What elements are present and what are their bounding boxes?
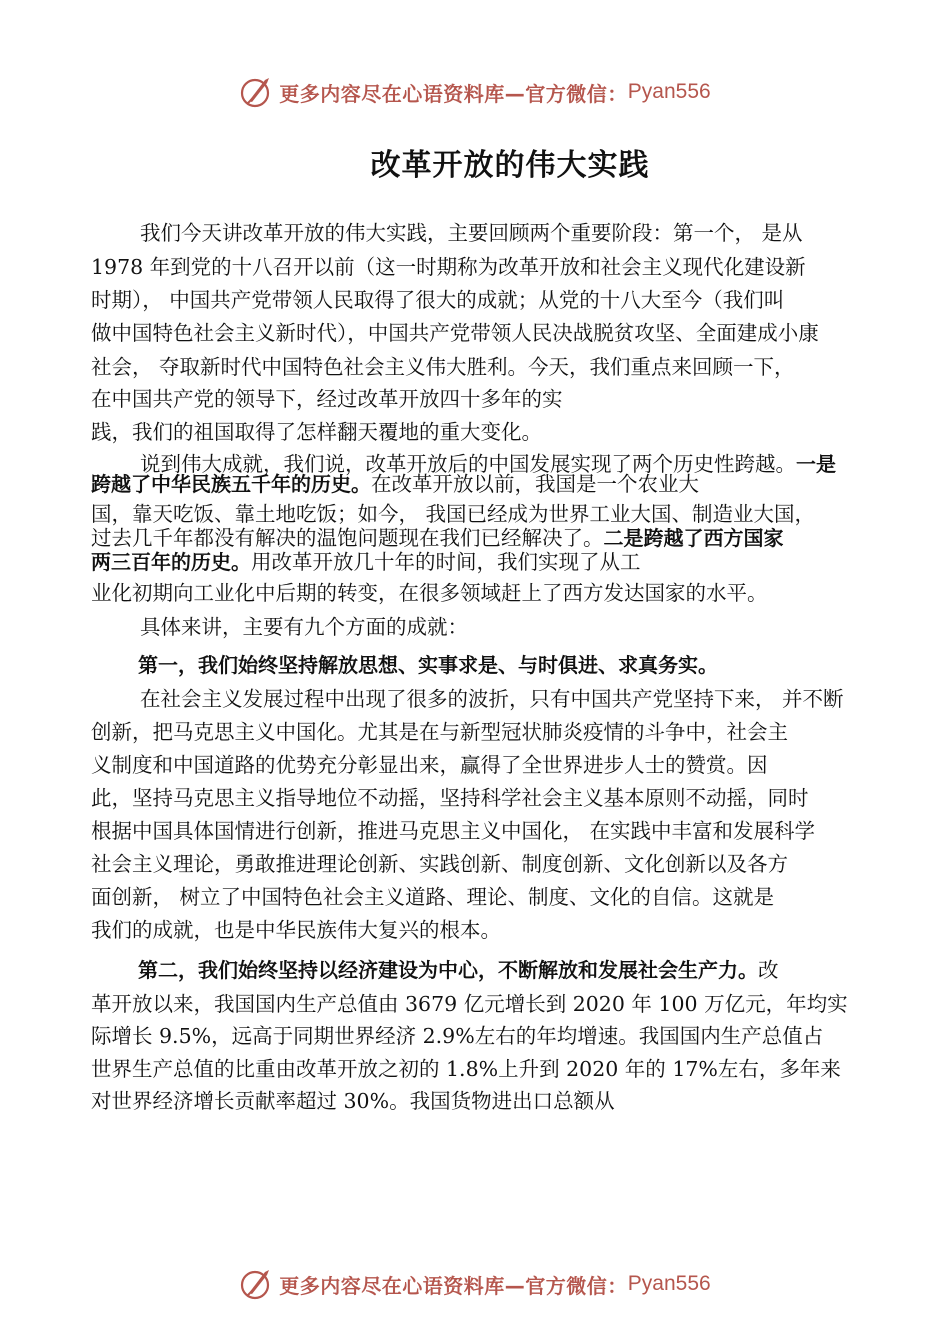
text-segment: 说到伟大成就，我们说，改革开放后的中国发展实现了两个历史性跨越。 (140, 452, 796, 476)
text-line (140, 682, 844, 716)
text-line (91, 847, 788, 881)
text-line (138, 648, 718, 682)
text-line (91, 1084, 615, 1118)
text-segment: 面创新， 树立了中国特色社会主义道路、理论、制度、文化的自信。这就是 (91, 885, 775, 909)
text-segment: 做中国特色社会主义新时代），中国共产党带领人民决战脱贫攻坚、全面建成小康 (91, 321, 819, 345)
text-line (91, 1052, 841, 1086)
text-segment: 际增长 9.5%，远高于同期世界经济 2.9%左右的年均增速。我国国内生产总值占 (91, 1024, 824, 1048)
text-segment: 社会主义理论，勇敢推进理论创新、实践创新、制度创新、文化创新以及各方 (91, 852, 788, 876)
text-line (91, 576, 768, 610)
text-segment: 在社会主义发展过程中出现了很多的波折，只有中国共产党坚持下来， 并不断 (140, 687, 844, 711)
text-segment: 根据中国具体国情进行创新，推进马克思主义中国化， 在实践中丰富和发展科学 (91, 819, 816, 843)
text-segment: 业化初期向工业化中后期的转变，在很多领域赶上了西方发达国家的水平。 (91, 581, 768, 605)
text-segment: 时期）， 中国共产党带领人民取得了很大的成就；从党的十八大至今（我们叫 (91, 288, 785, 312)
bold-text-segment: 第二，我们始终坚持以经济建设为中心，不断解放和发展社会生产力。 (138, 958, 758, 982)
bold-text-segment: 一是 (796, 452, 836, 476)
text-line (91, 1019, 823, 1053)
bold-text-segment: 两三百年的历史。 (91, 550, 251, 574)
bold-text-segment: 第一，我们始终坚持解放思想、实事求是、与时俱进、求真务实。 (138, 653, 718, 677)
text-line (91, 987, 848, 1021)
text-segment: 改 (758, 958, 779, 982)
text-line (140, 610, 468, 644)
text-line (91, 748, 768, 782)
text-line (91, 250, 806, 284)
text-line (91, 880, 774, 914)
text-segment: 在中国共产党的领导下，经过改革开放四十多年的实 (91, 387, 563, 411)
page-title: 改革开放的伟大实践 (370, 148, 650, 183)
text-segment: 在改革开放以前，我国是一个农业大 (371, 472, 699, 496)
text-line (91, 814, 815, 848)
text-line (91, 913, 501, 947)
banner-text: 更多内容尽在心语资料库—官方微信： (279, 1273, 628, 1298)
text-segment: 革开放以来，我国国内生产总值由 3679 亿元增长到 2020 年 100 万亿元，年均实 (91, 992, 848, 1016)
text-segment: 具体来讲，主要有九个方面的成就： (140, 615, 468, 639)
text-line (138, 953, 779, 987)
quill-logo-icon (239, 74, 275, 110)
text-segment: 世界生产总值的比重由改革开放之初的 1.8%上升到 2020 年的 17%左右，多年来 (91, 1057, 841, 1081)
text-segment: 践，我们的祖国取得了怎样翻天覆地的重大变化。 (91, 420, 542, 444)
footer-banner (0, 1262, 950, 1306)
text-line (91, 545, 641, 579)
text-segment: 过去几千年都没有解决的温饱问题现在我们已经解决了。 (91, 526, 604, 550)
text-segment: 社会， 夺取新时代中国特色社会主义伟大胜利。今天，我们重点来回顾一下， (91, 355, 795, 379)
text-line (91, 781, 809, 815)
text-segment: 国，靠天吃饭、靠土地吃饭；如今， 我国已经成为世界工业大国、制造业大国， (91, 502, 816, 526)
bold-text-segment: 跨越了中华民族五千年的历史。 (91, 472, 371, 496)
banner-text: 更多内容尽在心语资料库—官方微信： (279, 81, 628, 106)
text-line (140, 216, 803, 250)
banner-wechat-id: Pyan556 (627, 1272, 711, 1295)
text-line (91, 715, 788, 749)
text-line (91, 316, 819, 350)
text-segment: 对世界经济增长贡献率超过 30%。我国货物进出口总额从 (91, 1089, 615, 1113)
header-banner (0, 70, 950, 114)
text-segment: 1978 年到党的十八召开以前（这一时期称为改革开放和社会主义现代化建设新 (91, 255, 806, 279)
bold-text-segment: 二是跨越了西方国家 (603, 526, 784, 550)
text-segment: 用改革开放几十年的时间，我们实现了从工 (251, 550, 641, 574)
text-line (91, 283, 784, 317)
text-segment: 我们今天讲改革开放的伟大实践，主要回顾两个重要阶段：第一个， 是从 (140, 221, 803, 245)
text-line (91, 467, 699, 501)
text-segment: 此，坚持马克思主义指导地位不动摇，坚持科学社会主义基本原则不动摇，同时 (91, 786, 809, 810)
text-segment: 义制度和中国道路的优势充分彰显出来，赢得了全世界进步人士的赞赏。因 (91, 753, 768, 777)
banner-wechat-id: Pyan556 (627, 80, 711, 103)
text-line (91, 415, 542, 449)
quill-logo-icon (239, 1266, 275, 1302)
text-segment: 创新，把马克思主义中国化。尤其是在与新型冠状肺炎疫情的斗争中，社会主 (91, 720, 788, 744)
text-segment: 我们的成就，也是中华民族伟大复兴的根本。 (91, 918, 501, 942)
text-line (91, 382, 563, 416)
text-line (91, 350, 795, 384)
